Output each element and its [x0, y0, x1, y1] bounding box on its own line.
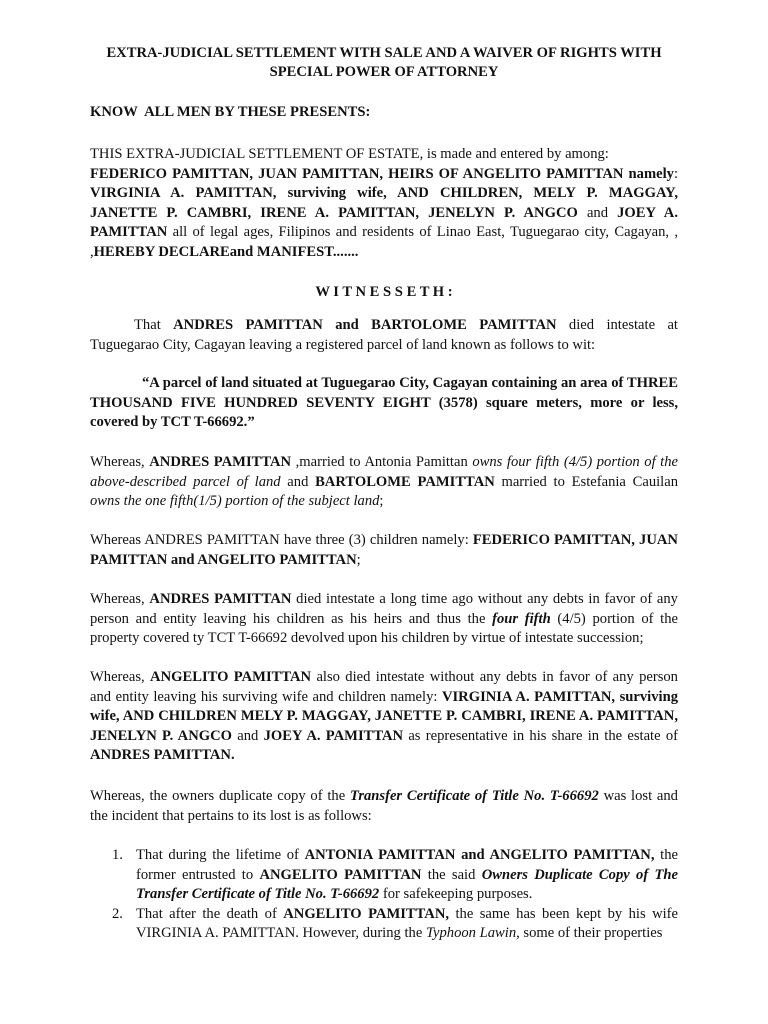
quote-text: “A parcel of land situated at Tuguegarao City, Cagayan containing an area of THREE THOUSAND FIVE HUNDRED SEVENTY EIGHT (3578) square meters, more or less, covered by TCT T-66692.”: [90, 375, 678, 431]
intro-text-3: and: [577, 204, 618, 221]
p2-text-3: and: [280, 473, 316, 490]
paragraph-6: [90, 787, 678, 826]
paragraph-1: [90, 316, 678, 355]
p2-text-1: Whereas,: [90, 454, 150, 470]
item2-bold-1: ANGELITO PAMITTAN,: [283, 905, 450, 922]
intro-bold-2: VIRGINIA A. PAMITTAN, surviving wife, AND CHILDREN, MELY P. MAGGAY, JANETTE P. CAMBRI, IRENE A. PAMITTAN, JENELYN P. ANGCO: [90, 185, 678, 221]
intro-bold-1: FEDERICO PAMITTAN, JUAN PAMITTAN, HEIRS OF ANGELITO PAMITTAN namely: [90, 165, 674, 182]
list-number: 1.: [112, 847, 123, 863]
p2-italic-1: owns four fifth (4/5) portion of the above-described parcel of land: [90, 454, 679, 490]
intro-bold-3: JOEY A. PAMITTAN: [90, 204, 678, 241]
intro-text-2: :: [673, 165, 678, 182]
item1-bold-2: ANGELITO PAMITTAN: [259, 866, 422, 883]
item1-bold-1: ANTONIA PAMITTAN and ANGELITO PAMITTAN,: [304, 847, 655, 863]
paragraph-2: [90, 453, 678, 512]
item2-text-2: the same has been kept by his wife VIRGINIA A. PAMITTAN. However, during the: [136, 905, 679, 942]
p6-bold-italic-1: Transfer Certificate of Title No. T-66692: [349, 788, 599, 804]
p3-text-2: ;: [356, 551, 361, 568]
p2-text-5: ;: [379, 493, 384, 510]
item1-text-4: for safekeeping purposes.: [379, 886, 533, 903]
p5-bold-3: JOEY A. PAMITTAN: [263, 727, 404, 744]
p5-text-1: Whereas,: [90, 669, 151, 685]
p5-bold-1: ANGELITO PAMITTAN: [150, 669, 312, 685]
p3-text-1: Whereas ANDRES PAMITTAN have three (3) children namely:: [90, 532, 473, 548]
paragraph-5: [90, 668, 678, 766]
p4-text-2: died intestate a long time ago without any debts in favor of any person and entity leaving his children as his heirs and thus the: [90, 591, 678, 627]
intro-bold-4: HEREBY DECLAREand MANIFEST.......: [93, 243, 359, 260]
list-item: [90, 846, 678, 905]
intro-paragraph: [90, 145, 678, 263]
document-title: [90, 44, 678, 82]
p2-bold-2: BARTOLOME PAMITTAN: [315, 473, 495, 490]
p4-bold-1: ANDRES PAMITTAN: [149, 591, 292, 607]
p2-text-4: married to Estefania Cauilan: [494, 473, 678, 490]
title-line-2: SPECIAL POWER OF ATTORNEY: [269, 64, 499, 80]
title-line-1: EXTRA-JUDICIAL SETTLEMENT WITH SALE AND A WAIVER OF RIGHTS WITH: [106, 45, 662, 61]
item1-text-2: the former entrusted to: [136, 847, 678, 883]
list-number: 2.: [112, 905, 123, 922]
item2-italic-1: Typhoon Lawin: [425, 925, 517, 942]
p4-bold-italic-1: four fifth: [492, 610, 551, 627]
p3-bold-1: FEDERICO PAMITTAN, JUAN PAMITTAN and ANGELITO PAMITTAN: [90, 532, 678, 568]
paragraph-4: [90, 590, 678, 649]
item1-text-3: the said: [421, 866, 482, 883]
p2-bold-1: ANDRES PAMITTAN: [149, 454, 292, 470]
p1-text-2: died intestate at Tuguegarao City, Cagayan leaving a registered parcel of land known as follows to wit:: [90, 317, 678, 353]
intro-text-4: all of legal ages, Filipinos and residents of Linao East, Tuguegarao city, Cagayan, , ,: [90, 224, 678, 260]
witnesseth-text: W I T N E S S E T H :: [315, 284, 453, 300]
p5-text-4: as representative in his share in the estate of: [403, 727, 678, 744]
list-item: [90, 905, 678, 944]
opening-text: KNOW ALL MEN BY THESE PRESENTS:: [90, 104, 371, 120]
p4-text-3: (4/5) portion of the property covered ty TCT T-66692 devolved upon his children by virtue of intestate succession;: [90, 610, 679, 647]
item1-text-1: That during the lifetime of: [136, 847, 305, 863]
p5-bold-2: VIRGINIA A. PAMITTAN, surviving wife, AND CHILDREN MELY P. MAGGAY, JANETTE P. CAMBRI, IRENE A. PAMITTAN, JENELYN P. ANGCO: [90, 688, 678, 744]
item2-text-3: , some of their properties: [516, 925, 663, 942]
item2-text-1: That after the death of: [136, 905, 284, 922]
p1-bold-1: ANDRES PAMITTAN and BARTOLOME PAMITTAN: [173, 317, 557, 333]
p6-text-2: was lost and the incident that pertains to its lost is as follows:: [90, 788, 678, 824]
intro-text-1: THIS EXTRA-JUDICIAL SETTLEMENT OF ESTATE, is made and entered by among:: [90, 146, 609, 162]
paragraph-3: [90, 531, 678, 570]
witnesseth-heading: [90, 283, 678, 303]
p5-bold-4: ANDRES PAMITTAN.: [90, 747, 235, 764]
p4-text-1: Whereas,: [90, 591, 150, 607]
numbered-list: [90, 846, 678, 944]
opening-heading: [90, 103, 678, 123]
p5-text-2: also died intestate without any debts in favor of any person and entity leaving his surviving wife and children namely:: [90, 669, 678, 705]
land-description-quote: [90, 374, 678, 433]
p2-italic-2: owns the one fifth(1/5) portion of the subject land: [90, 493, 380, 510]
p6-text-1: Whereas, the owners duplicate copy of the: [90, 788, 350, 804]
p5-text-3: and: [232, 727, 264, 744]
p2-text-2: ,married to Antonia Pamittan: [291, 454, 473, 470]
item1-bold-italic-1: Owners Duplicate Copy of The Transfer Certificate of Title No. T-66692: [136, 866, 678, 903]
p1-text-1: That: [134, 317, 174, 333]
